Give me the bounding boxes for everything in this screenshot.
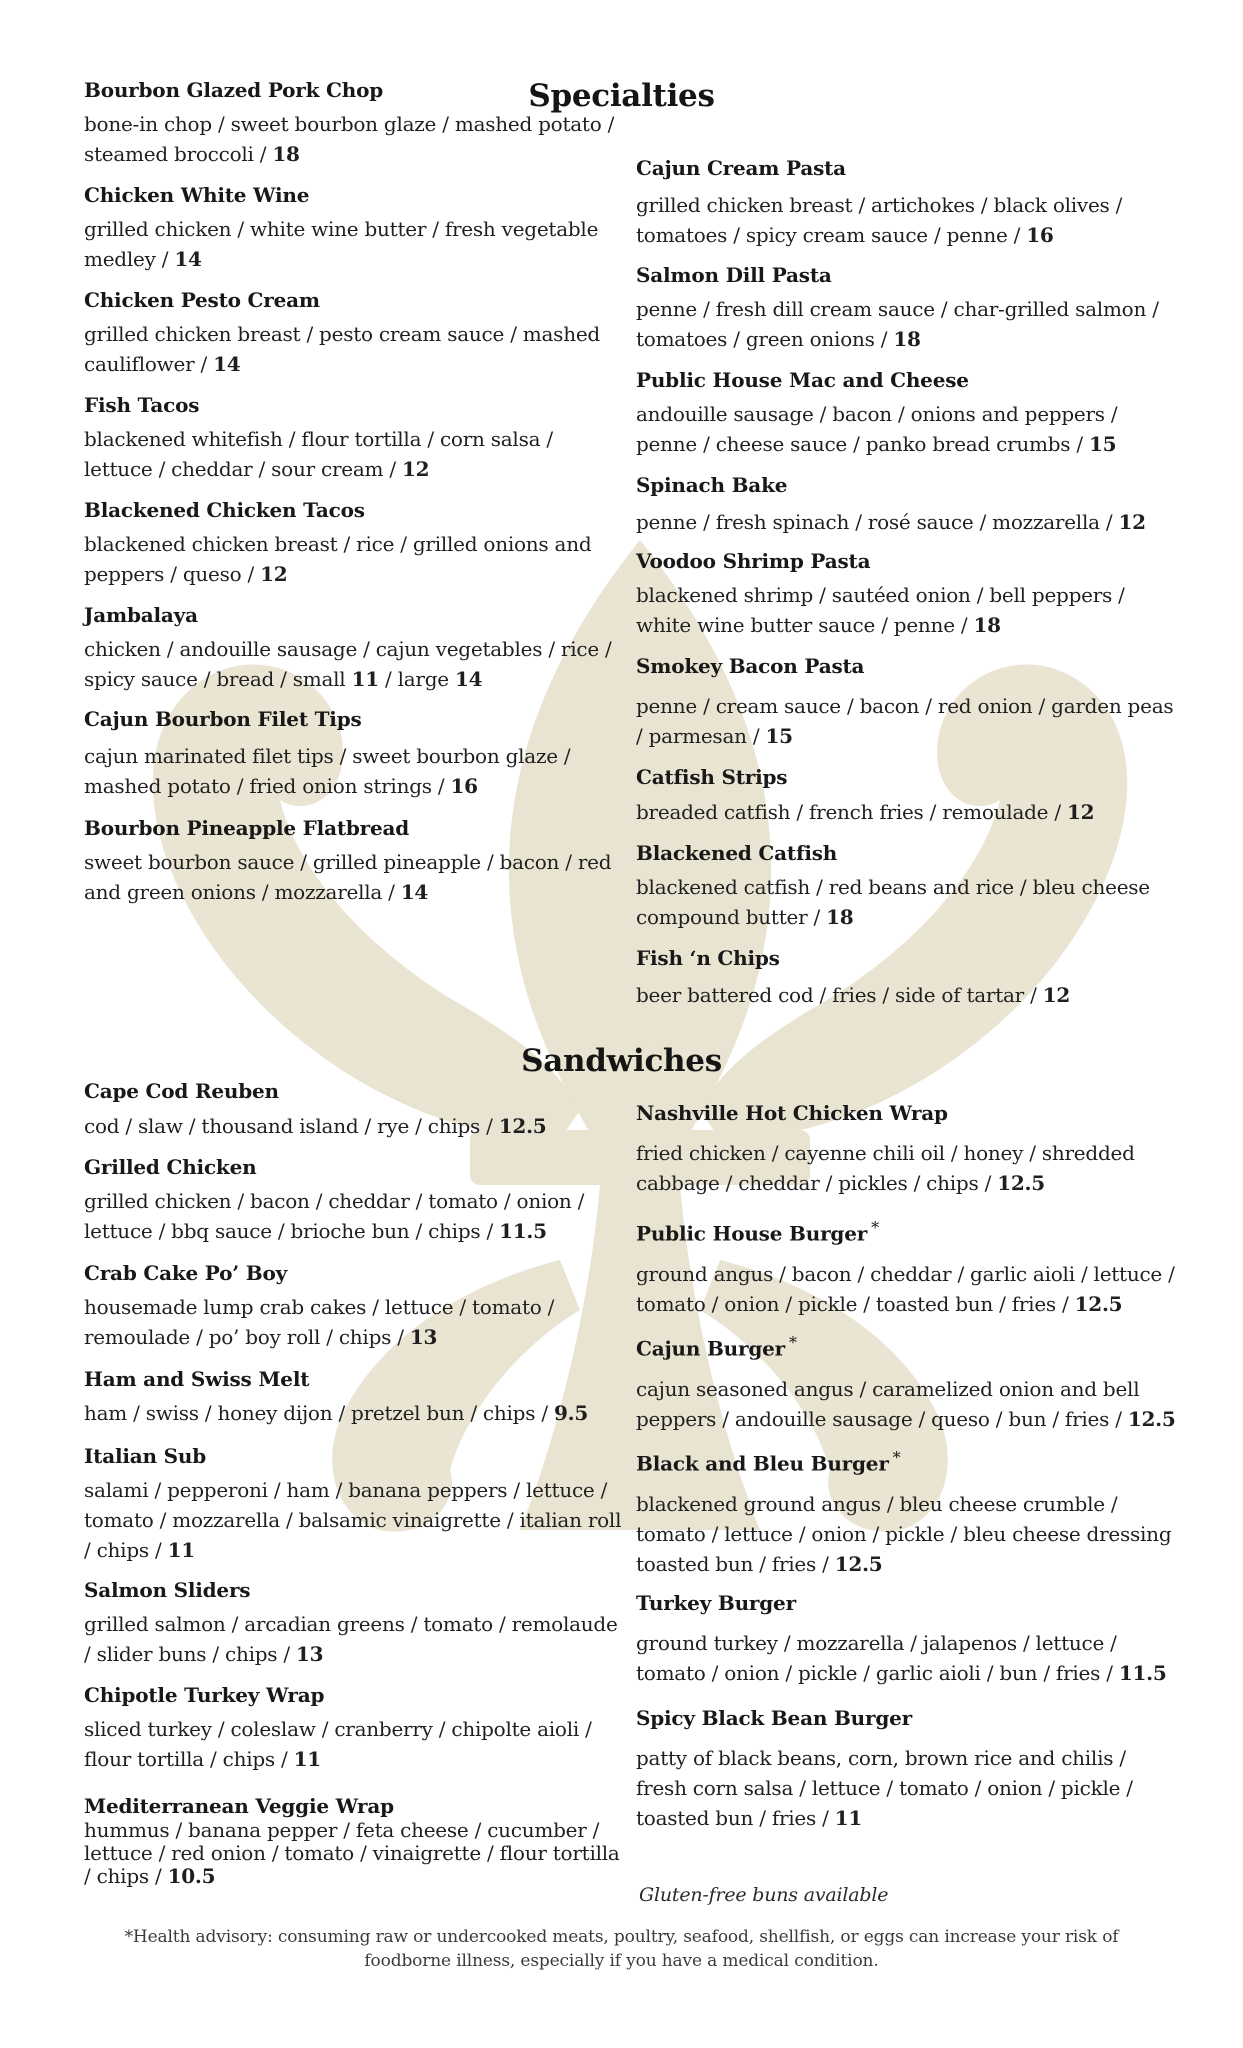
item-price: 18 — [272, 142, 300, 166]
item-name: Fish ‘n Chips — [636, 946, 780, 970]
item-description: grilled chicken breast / artichokes / black olives / tomatoes / spicy cream sauce / penne / 16 — [636, 193, 1123, 247]
sandwiches-heading: Sandwiches — [521, 1043, 722, 1079]
menu-item — [84, 497, 624, 589]
item-price: 14 — [174, 247, 202, 271]
menu-item — [84, 1260, 624, 1352]
item-name: Mediterranean Veggie Wrap — [84, 1794, 394, 1818]
item-name: Ham and Swiss Melt — [84, 1367, 310, 1391]
item-description: andouille sausage / bacon / onions and peppers / penne / cheese sauce / panko bread crumbs / 15 — [636, 402, 1118, 456]
item-price: 12.5 — [1127, 1406, 1176, 1431]
item-name: Fish Tacos — [84, 393, 200, 417]
item-description: housemade lump crab cakes / lettuce / tomato / remoulade / po’ boy roll / chips / 13 — [84, 1295, 555, 1349]
item-price: 14 — [400, 880, 429, 904]
item-name: Cajun Bourbon Filet Tips — [84, 707, 362, 731]
item-price: 13 — [296, 1642, 324, 1666]
item-description: fried chicken / cayenne chili oil / honey / shredded cabbage / cheddar / pickles / chips / 12.5 — [636, 1141, 1135, 1195]
menu-item — [84, 182, 624, 274]
item-description: penne / fresh spinach / rosé sauce / mozzarella / 12 — [636, 510, 1146, 534]
menu-item — [84, 1682, 624, 1774]
menu-item — [84, 1443, 624, 1565]
item-name: Crab Cake Po’ Boy — [84, 1261, 288, 1285]
item-price: 11 — [293, 1747, 321, 1771]
item-name: Catfish Strips — [636, 765, 788, 789]
menu-item — [84, 1366, 588, 1428]
item-description: cod / slaw / thousand island / rye / chips / 12.5 — [84, 1114, 547, 1138]
menu-item — [636, 262, 1176, 354]
health-advisory: *Health advisory: consuming raw or undercooked meats, poultry, seafood, shellfish, or eggs can increase your risk of foodborne illness, especially if you have a medical condition. — [124, 1927, 1119, 1971]
item-description: blackened chicken breast / rice / grilled onions and peppers / queso / 12 — [84, 532, 592, 586]
item-price: 14 — [213, 352, 241, 376]
item-description: blackened catfish / red beans and rice / bleu cheese compound butter / 18 — [636, 875, 1150, 929]
item-price: 18 — [893, 327, 921, 351]
menu-item — [636, 840, 1176, 932]
menu-item — [636, 548, 1176, 640]
menu-item — [84, 706, 624, 801]
item-price: 12 — [401, 457, 430, 481]
item-name: Salmon Sliders — [84, 1578, 251, 1602]
item-name: Spicy Black Bean Burger — [636, 1706, 912, 1730]
item-name: Chicken Pesto Cream — [84, 288, 320, 312]
item-name: Nashville Hot Chicken Wrap — [636, 1101, 948, 1125]
item-name: Cajun Cream Pasta — [636, 156, 846, 180]
item-description: ground turkey / mozzarella / jalapenos / lettuce / tomato / onion / pickle / garlic aioli / bun / fries / 11.5 — [636, 1631, 1167, 1685]
item-description: bone-in chop / sweet bourbon glaze / mashed potato / steamed broccoli / 18 — [84, 112, 615, 166]
item-price: 13 — [409, 1325, 438, 1349]
item-description: penne / cream sauce / bacon / red onion / garden peas / parmesan / 15 — [636, 694, 1174, 748]
item-price: 10.5 — [167, 1864, 216, 1888]
item-description: penne / fresh dill cream sauce / char-grilled salmon / tomatoes / green onions / 18 — [636, 297, 1159, 351]
item-name: Cape Cod Reuben — [84, 1079, 279, 1103]
menu-item — [84, 392, 624, 484]
item-price: 18 — [826, 905, 854, 929]
item-description: grilled chicken / bacon / cheddar / tomato / onion / lettuce / bbq sauce / brioche bun / chips / 11.5 — [84, 1189, 585, 1243]
menu-item — [84, 287, 624, 379]
item-name: Turkey Burger — [636, 1591, 796, 1615]
menu-item — [84, 1154, 624, 1246]
item-name: Chipotle Turkey Wrap — [84, 1683, 325, 1707]
item-description: cajun marinated filet tips / sweet bourbon glaze / mashed potato / fried onion strings / 16 — [84, 744, 571, 798]
item-name: Voodoo Shrimp Pasta — [636, 549, 871, 573]
item-name: Bourbon Pineapple Flatbread — [84, 816, 410, 840]
item-name: Black and Bleu Burger * — [636, 1448, 901, 1476]
item-price: 11 — [834, 1806, 863, 1830]
item-name: Public House Mac and Cheese — [636, 368, 969, 392]
item-description: sweet bourbon sauce / grilled pineapple / bacon / red and green onions / mozzarella / 14 — [84, 850, 612, 904]
specialties-heading: Specialties — [528, 78, 715, 114]
gluten-free-note: Gluten-free buns available — [639, 1884, 889, 1906]
menu-item — [636, 945, 1070, 1010]
item-name: Public House Burger * — [636, 1218, 879, 1246]
item-price: 15 — [765, 724, 793, 748]
item-description: hummus / banana pepper / feta cheese / cucumber / lettuce / red onion / tomato / vinaigrette / flour tortilla / chips / 10.5 — [84, 1818, 620, 1888]
item-description: breaded catfish / french fries / remoulade / 12 — [636, 800, 1095, 824]
item-price-large: 14 — [455, 667, 483, 691]
item-name: Italian Sub — [84, 1444, 206, 1468]
menu-item — [636, 367, 1176, 459]
item-name: Jambalaya — [84, 603, 198, 627]
menu-item — [636, 1215, 1176, 1319]
item-name: Chicken White Wine — [84, 183, 310, 207]
menu-item — [636, 472, 1146, 537]
item-price: 12 — [1118, 510, 1146, 534]
item-price: 12.5 — [997, 1171, 1045, 1195]
item-description: blackened shrimp / sautéed onion / bell peppers / white wine butter sauce / penne / 18 — [636, 583, 1125, 637]
menu-item — [84, 1577, 624, 1669]
item-description: cajun seasoned angus / caramelized onion and bell peppers / andouille sausage / queso / bun / fries / 12.5 — [636, 1376, 1176, 1431]
menu-item — [84, 77, 624, 169]
item-description: blackened ground angus / bleu cheese crumble / tomato / lettuce / onion / pickle / bleu cheese dressing toasted bun / fries / 12.5 — [636, 1491, 1172, 1576]
asterisk: * — [892, 1448, 901, 1467]
item-price: 12.5 — [834, 1551, 883, 1576]
menu-item — [84, 1793, 624, 1888]
item-description: beer battered cod / fries / side of tartar / 12 — [636, 983, 1071, 1007]
item-price: 11 — [167, 1538, 195, 1562]
item-name: Blackened Chicken Tacos — [84, 498, 365, 522]
item-price: 11.5 — [499, 1219, 547, 1243]
item-description: grilled salmon / arcadian greens / tomato / remolaude / slider buns / chips / 13 — [84, 1612, 618, 1666]
item-description: sliced turkey / coleslaw / cranberry / chipolte aioli / flour tortilla / chips / 11 — [84, 1717, 592, 1771]
item-price: 11.5 — [1118, 1661, 1167, 1685]
item-description: ground angus / bacon / cheddar / garlic aioli / lettuce / tomato / onion / pickle / toasted bun / fries / 12.5 — [636, 1261, 1175, 1316]
menu-item — [636, 1330, 1176, 1434]
item-description: grilled chicken breast / pesto cream sauce / mashed cauliflower / 14 — [84, 322, 600, 376]
item-price: 12.5 — [1074, 1291, 1123, 1316]
menu-item — [84, 1078, 546, 1141]
item-name: Bourbon Glazed Pork Chop — [84, 78, 383, 102]
item-price: 15 — [1089, 432, 1117, 456]
menu-item — [636, 1590, 1176, 1688]
menu-item — [636, 1705, 1176, 1833]
item-price: 12 — [260, 562, 288, 586]
item-description: chicken / andouille sausage / cajun vegetables / rice / spicy sauce / bread / small 11 / large 14 — [84, 637, 612, 691]
item-price: 12 — [1042, 983, 1071, 1007]
menu-item — [84, 815, 624, 907]
item-description: salami / pepperoni / ham / banana peppers / lettuce / tomato / mozzarella / balsamic vinaigrette / italian roll / chips / 11 — [84, 1478, 622, 1562]
item-price-small: 11 — [351, 667, 379, 691]
item-description: grilled chicken / white wine butter / fresh vegetable medley / 14 — [84, 217, 599, 271]
item-name: Smokey Bacon Pasta — [636, 654, 865, 678]
asterisk: * — [871, 1218, 879, 1237]
item-price: 12 — [1066, 800, 1095, 824]
asterisk: * — [789, 1333, 797, 1352]
menu-item — [636, 1100, 1176, 1198]
item-name: Spinach Bake — [636, 473, 788, 497]
item-price: 16 — [1026, 223, 1054, 247]
item-name: Salmon Dill Pasta — [636, 263, 832, 287]
item-description: ham / swiss / honey dijon / pretzel bun / chips / 9.5 — [84, 1401, 588, 1425]
item-price: 9.5 — [553, 1401, 588, 1425]
item-description: patty of black beans, corn, brown rice and chilis / fresh corn salsa / lettuce / tomato / onion / pickle / toasted bun / fries / 11 — [636, 1746, 1133, 1830]
item-price: 16 — [450, 774, 478, 798]
item-name: Blackened Catfish — [636, 841, 838, 865]
item-name: Cajun Burger * — [636, 1333, 797, 1361]
menu-item — [636, 653, 1176, 751]
menu-item — [636, 764, 1094, 827]
menu-item — [84, 602, 624, 694]
item-price: 12.5 — [498, 1114, 547, 1138]
item-price: 18 — [973, 613, 1001, 637]
menu-item — [636, 1445, 1176, 1579]
item-name: Grilled Chicken — [84, 1155, 257, 1179]
item-description: blackened whitefish / flour tortilla / corn salsa / lettuce / cheddar / sour cream / 12 — [84, 427, 553, 481]
menu-item — [636, 155, 1176, 250]
